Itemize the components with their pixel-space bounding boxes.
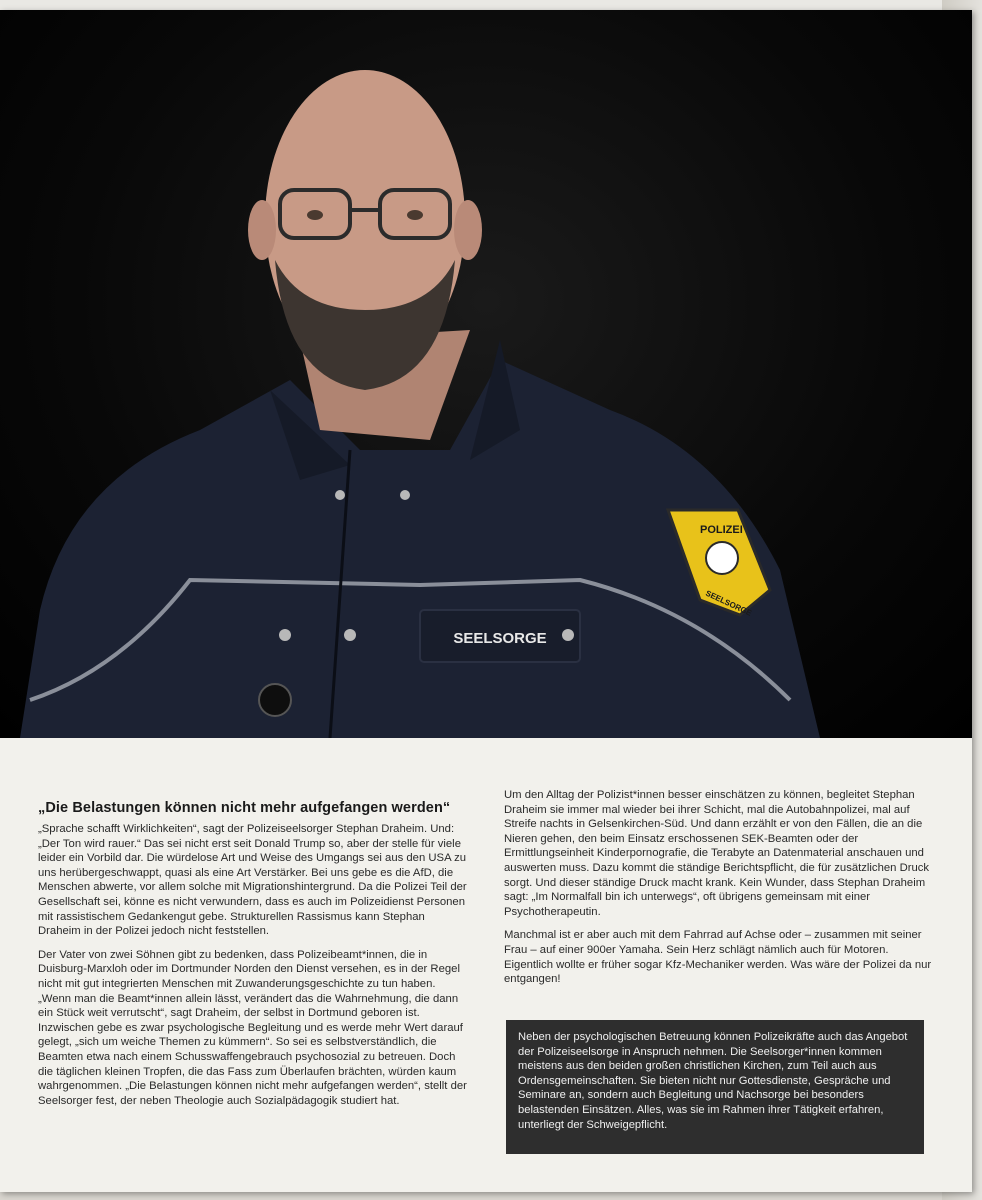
left-paragraph-1: „Sprache schafft Wirklichkeiten“, sagt der Polizeiseelsorger Stephan Draheim. Und: „Der Ton wird rauer.“ Das sei nicht erst seit Donald Trump so, aber der stelle für viele leider ein Vorbild dar. Die würdelose Art und Weise des Umgangs sei aus den USA zu uns herübergeschwappt, quasi als eine Art Verstärker. Bei uns gebe es die AfD, die Menschen abwerte, vor allem solche mit Migrationshintergrund. Da die Polizei Teil der Gesellschaft sei, könne es nicht verwundern, dass es auch im Polizeidienst Personen mit rassistischem Gedankengut gebe. Strukturellen Rassismus kann Stephan Draheim in der Polizei jedoch nicht feststellen. (38, 823, 467, 938)
article-headline: „Die Belastungen können nicht mehr aufgefangen werden“ (38, 800, 451, 816)
patch-top-text: POLIZEI (700, 524, 743, 536)
info-box: Neben der psychologischen Betreuung können Polizeikräfte auch das Angebot der Polizeiseelsorge in Anspruch nehmen. Die Seelsorger*innen kommen meistens aus den beiden großen christlichen Kirchen, zum Teil auch aus Ordensgemeinschaften. Sie bieten nicht nur Gottesdienste, Gespräche und Seminare an, sondern auch Begleitung und Nachsorge bei besonders belastenden Einsätzen. Alles, was sie im Rahmen ihrer Tätigkeit erfahren, unterliegt der Schweigepflicht. (506, 1020, 924, 1154)
right-paragraph-2: Manchmal ist er aber auch mit dem Fahrrad auf Achse oder – zusammen mit seiner Frau – auf einer 900er Yamaha. Sein Herz schlägt nämlich auch für Motoren. Eigentlich wollte er früher sogar Kfz-Mechaniker werden. Was wäre der Polizei da nur entgangen! (504, 929, 932, 986)
exhibition-board (0, 10, 972, 1192)
left-column (38, 822, 468, 1117)
portrait-illustration (0, 10, 972, 738)
article-text-area (30, 748, 960, 1178)
right-column (504, 788, 940, 996)
left-paragraph-2: Der Vater von zwei Söhnen gibt zu bedenken, dass Polizeibeamt*innen, die in Duisburg-Marxloh oder im Dortmunder Norden den Dienst versehen, es in der Regel nicht mit gut integrierten Menschen mit Zuwanderungsgeschichte zu tun haben. „Wenn man die Beamt*innen allein lässt, verändert das die Wahrnehmung, die dann ein Stück weit verrutscht“, sagt Draheim, der selbst in Dortmund geboren ist. Inzwischen gebe es zwar psychologische Begleitung und es werde mehr Wert darauf gelegt, „sich um weiche Themen zu kümmern“. So sei es selbstverständlich, die Beamten etwa nach einem Schusswaffengebrauch psychosozial zu betreuen. Doch die täglichen kleinen Tropfen, die das Fass zum Überlaufen brächten, würden kaum wahrgenommen. „Die Belastungen können nicht mehr aufgefangen werden“, stellt der Seelsorger fest, der neben Theologie auch Sozialpädagogik studiert hat. (38, 948, 467, 1107)
patch-bottom-text: SEELSORGE (704, 588, 754, 618)
name-tag-text: SEELSORGE (453, 630, 547, 647)
portrait-photo (0, 10, 972, 738)
right-paragraph-1: Um den Alltag der Polizist*innen besser einschätzen zu können, begleitet Stephan Draheim sie immer mal wieder bei ihrer Schicht, mal die Autobahnpolizei, mal auf Streife nachts in Gelsenkirchen-Süd. Und dann erzählt er von den Fällen, die an die Nieren gehen, den beim Einsatz erschossenen SEK-Beamten oder der Ermittlungseinheit Kinderpornografie, die Terabyte an Datenmaterial anschauen und auswerten muss. Dazu kommt die ständige Berichtspflicht, die für zusätzlichen Druck sorgt. Und dieser ständige Druck macht krank. Kein Wunder, dass Stephan Draheim sagt: „Im Normalfall bin ich unterwegs“, oft übrigens gemeinsam mit einer Psychotherapeutin. (504, 789, 930, 918)
